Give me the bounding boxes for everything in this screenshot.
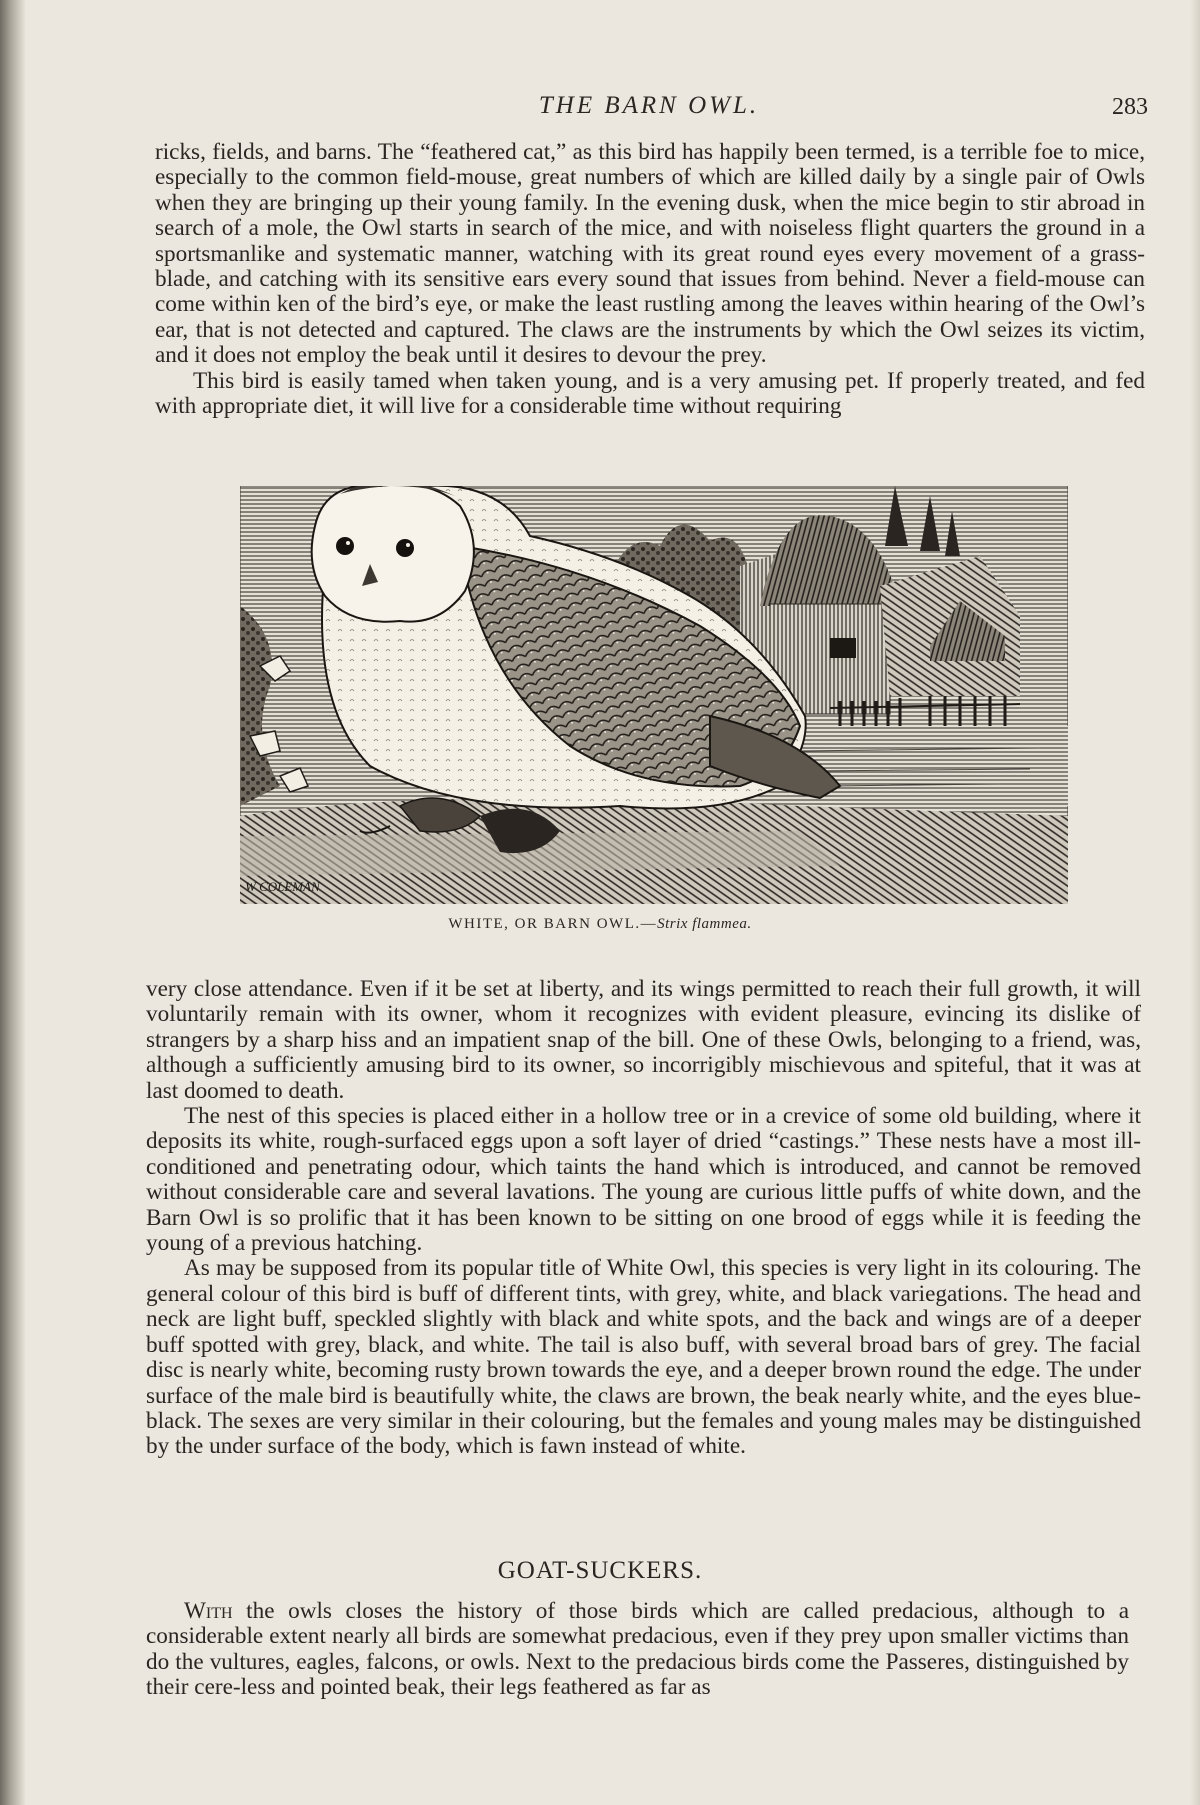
paragraph: As may be supposed from its popular title of White Owl, this species is very light in its colouring. The general colour of this bird is buff of different tints, with grey, white, and black variegations. The head and neck are light buff, speckled slightly with black and white spots, and the back and wings are of a deeper buff spotted with grey, black, and white. The tail is also buff, with several broad bars of grey. The facial disc is nearly white, becoming rusty brown towards the eye, and a deeper brown round the edge. The under surface of the male bird is beautifully white, the claws are brown, the beak nearly white, and the eyes blue-black. The sexes are very similar in their colouring, but the females and young males may be distinguished by the under surface of the body, which is fawn instead of white. [146, 1255, 1141, 1460]
paragraph: The nest of this species is placed either in a hollow tree or in a crevice of some old building, where it deposits its white, rough-surfaced eggs upon a soft layer of dried “castings.” These nests have a most ill-conditioned and penetrating odour, which taints the hand which is introduced, and cannot be removed without considerable care and several lavations. The young are curious little puffs of white down, and the Barn Owl is so prolific that it has been known to be sitting on one brood of eggs while it is feeding the young of a previous hatching. [146, 1103, 1141, 1257]
page-gutter-shadow [0, 0, 26, 1805]
drop-word: With [184, 1598, 233, 1624]
page-number: 283 [1112, 94, 1148, 120]
page-header [150, 92, 1148, 126]
barn-owl-engraving [240, 486, 1068, 904]
caption-common-name: WHITE, OR BARN OWL.— [448, 916, 658, 932]
paragraph: ricks, fields, and barns. The “feathered cat,” as this bird has happily been termed, is a terrible foe to mice, especially to the common field-mouse, great numbers of which are killed daily by a single pair of Owls when they are bringing up their young family. In the evening dusk, when the mice begin to stir abroad in search of a mole, the Owl starts in search of the mice, and with noiseless flight quarters the ground in a sportsmanlike and systematic manner, watching with its great round eyes every movement of a grass-blade, and catching with its sensitive ears every sound that issues from behind. Never a field-mouse can come within ken of the bird’s eye, or make the least rustling among the leaves within hearing of the Owl’s ear, that is not detected and captured. The claws are the instruments by which the Owl seizes its victim, and it does not employ the beak until it desires to devour the prey. [155, 139, 1145, 369]
caption-scientific-name: Strix flammea. [657, 916, 752, 932]
paragraph [146, 1599, 1129, 1701]
section-heading: GOAT-SUCKERS. [497, 1557, 703, 1584]
engraver-signature: W COLEMAN [245, 879, 320, 894]
body-text-bottom [146, 1599, 1129, 1701]
running-title: THE BARN OWL. [538, 92, 760, 119]
paragraph: This bird is easily tamed when taken young, and is a very amusing pet. If properly treated, and fed with appropriate diet, it will live for a considerable time without requiring [155, 367, 1145, 420]
body-text-top [155, 140, 1145, 419]
owl-illustration [240, 486, 1068, 904]
paragraph-text: the owls closes the history of those birds which are called predacious, although to a considerable extent nearly all birds are somewhat predacious, even if they prey upon smaller victims than do the vultures, eagles, falcons, or owls. Next to the predacious birds come the Passeres, distinguished by their cere-less and pointed beak, their legs feathered as far as [146, 1598, 1129, 1701]
figure-caption [0, 916, 1200, 933]
paragraph: very close attendance. Even if it be set at liberty, and its wings permitted to reach their full growth, it will voluntarily remain with its owner, whom it recognizes with evident pleasure, evincing its dislike of strangers by a sharp hiss and an impatient snap of the bill. One of these Owls, belonging to a friend, was, although a sufficiently amusing bird to its owner, so incorrigibly mischievous and spiteful, that it was at last doomed to death. [146, 976, 1141, 1104]
body-text-middle [146, 977, 1141, 1460]
page-edge [1190, 0, 1200, 1805]
